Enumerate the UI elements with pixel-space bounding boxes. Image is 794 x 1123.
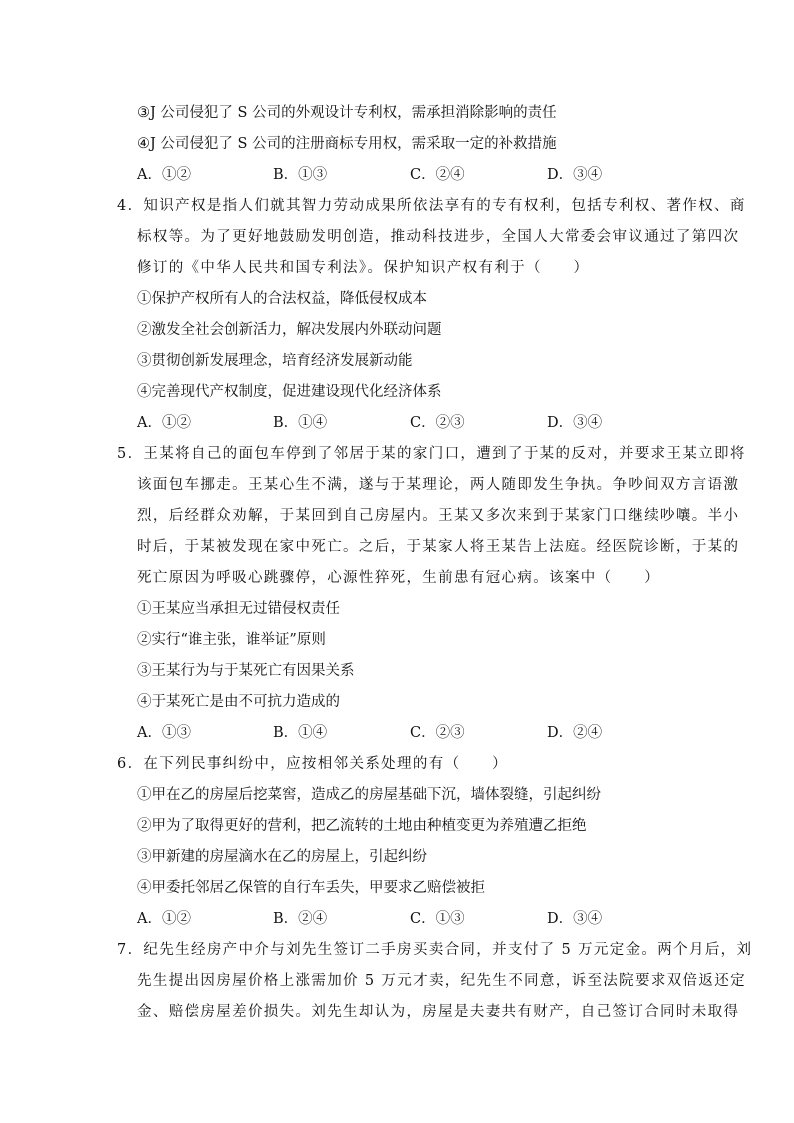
choice-option[interactable]: D．③④ [547,415,603,431]
choice-option[interactable]: C．②③ [410,415,465,431]
choice-option[interactable]: C．②④ [410,167,465,183]
choice-option[interactable]: D．③④ [547,911,603,927]
question-stem-line: 标权等。为了更好地鼓励发明创造，推动科技进步，全国人大常委会审议通过了第四次 [137,229,740,245]
choice-option[interactable]: C．①③ [410,911,465,927]
answer-statement: ④于某死亡是由不可抗力造成的 [137,694,340,710]
answer-statement: ①甲在乙的房屋后挖菜窖，造成乙的房屋基础下沉，墙体裂缝，引起纠纷 [137,787,601,803]
answer-statement: ②甲为了取得更好的营利，把乙流转的土地由种植变更为养殖遭乙拒绝 [137,818,587,834]
question-stem-first-line: 7．纪先生经房产中介与刘先生签订二手房买卖合同，并支付了 5 万元定金。两个月后，刘 [117,942,753,958]
question-stem-line: 时后，于某被发现在家中死亡。之后，于某家人将王某告上法庭。经医院诊断，于某的 [137,539,740,555]
answer-statement: ③J 公司侵犯了 S 公司的外观设计专利权，需承担消除影响的责任 [137,105,557,121]
answer-statement: ③王某行为与于某死亡有因果关系 [137,663,355,679]
choice-option[interactable]: A．①② [137,167,191,183]
choice-option[interactable]: A．①③ [137,725,191,741]
question-stem-line: 该面包车挪走。王某心生不满，遂与于某理论，两人随即发生争执。争吵间双方言语激 [137,477,740,493]
question-stem-first-line: 6．在下列民事纠纷中，应按相邻关系处理的有（ ） [117,756,508,772]
question-stem-first-line: 4．知识产权是指人们就其智力劳动成果所依法享有的专有权利，包括专利权、著作权、商 [117,198,746,214]
answer-statement: ④J 公司侵犯了 S 公司的注册商标专用权，需采取一定的补救措施 [137,136,557,152]
choice-option[interactable]: C．②③ [410,725,465,741]
question-stem-line: 修订的《中华人民共和国专利法》。保护知识产权有利于（ ） [137,260,590,276]
answer-statement: ③贯彻创新发展理念，培育经济发展新动能 [137,353,413,369]
answer-statement: ①王某应当承担无过错侵权责任 [137,601,340,617]
answer-statement: ③甲新建的房屋滴水在乙的房屋上，引起纠纷 [137,849,427,865]
question-stem-line: 烈，后经群众劝解，于某回到自己房屋内。王某又多次来到于某家门口继续吵嚷。半小 [137,508,740,524]
question-stem-line: 金、赔偿房屋差价损失。刘先生却认为，房屋是夫妻共有财产，自己签订合同时未取得 [137,1004,740,1020]
choice-option[interactable]: A．①② [137,911,191,927]
answer-statement: ④完善现代产权制度，促进建设现代化经济体系 [137,384,442,400]
choice-option[interactable]: B．①④ [273,415,328,431]
choice-option[interactable]: B．①④ [273,725,328,741]
answer-statement: ②实行“谁主张，谁举证”原则 [137,632,326,648]
choice-option[interactable]: B．①③ [273,167,328,183]
choice-option[interactable]: A．①② [137,415,191,431]
answer-statement: ②激发全社会创新活力，解决发展内外联动问题 [137,322,442,338]
question-stem-line: 先生提出因房屋价格上涨需加价 5 万元才卖，纪先生不同意，诉至法院要求双倍返还定 [137,973,746,989]
question-stem-line: 死亡原因为呼吸心跳骤停，心源性猝死，生前患有冠心病。该案中（ ） [137,570,661,586]
answer-statement: ④甲委托邻居乙保管的自行车丢失，甲要求乙赔偿被拒 [137,880,485,896]
choice-option[interactable]: D．②④ [547,725,603,741]
answer-statement: ①保护产权所有人的合法权益，降低侵权成本 [137,291,427,307]
question-stem-first-line: 5．王某将自己的面包车停到了邻居于某的家门口，遭到了于某的反对，并要求王某立即将 [117,446,746,462]
choice-option[interactable]: D．③④ [547,167,603,183]
choice-option[interactable]: B．②④ [273,911,328,927]
